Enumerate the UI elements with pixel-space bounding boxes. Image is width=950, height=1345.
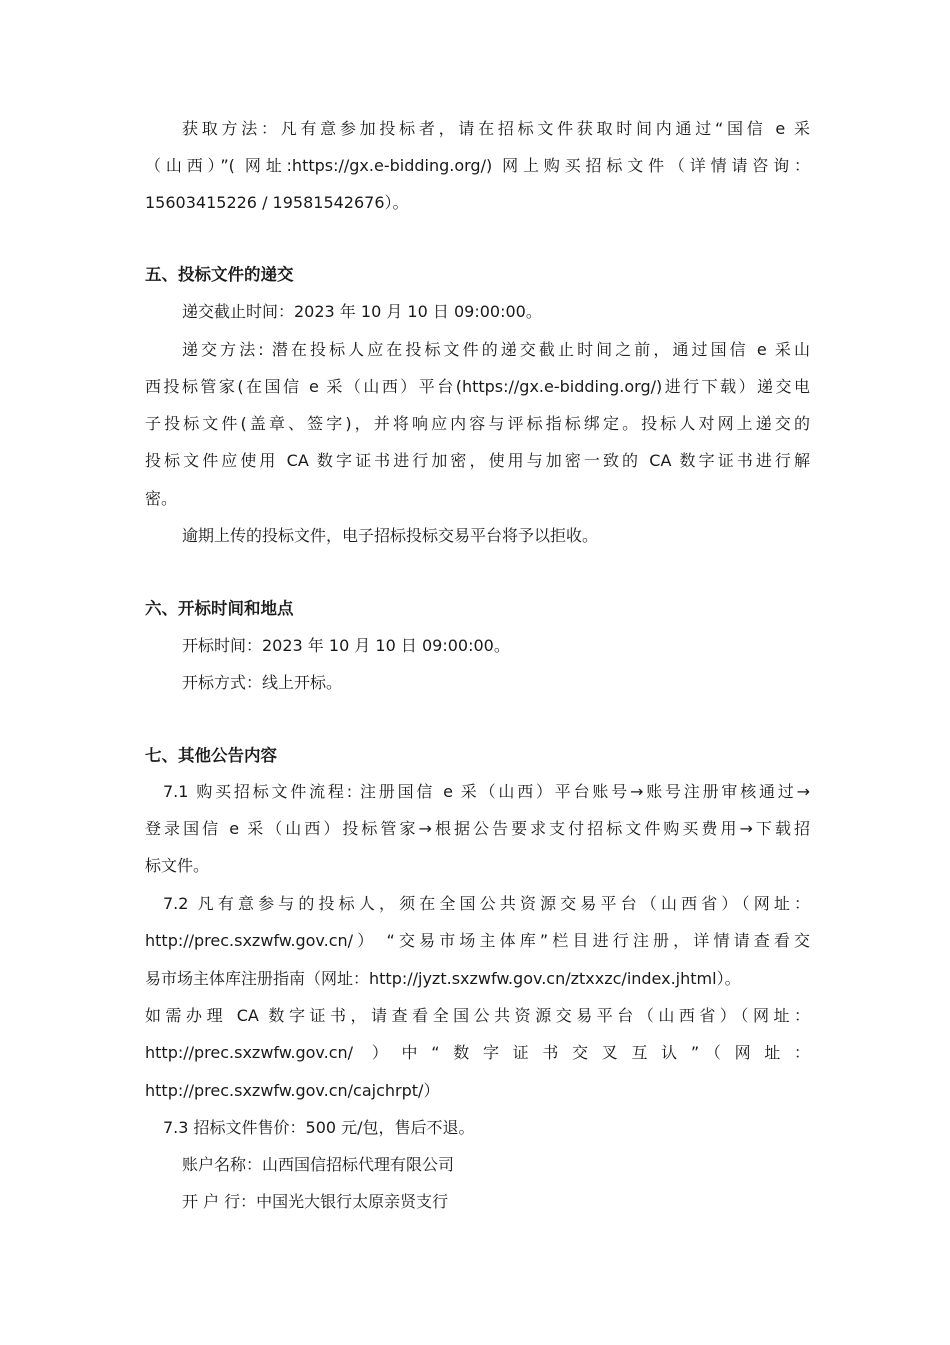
submission-method-line-3: 子投标文件(盖章、签字)，并将响应内容与评标指标绑定。投标人对网上递交的 bbox=[145, 414, 810, 433]
bid-opening-time: 开标时间：2023 年 10 月 10 日 09:00:00。 bbox=[182, 636, 510, 655]
item-7-2-line-5: http://prec.sxzwfw.gov.cn/ ）中“数字证书交叉互认”（网址： bbox=[145, 1043, 810, 1062]
late-submission-note: 逾期上传的投标文件，电子招标投标交易平台将予以拒收。 bbox=[182, 526, 599, 545]
item-7-1-line-1: 7.1 购买招标文件流程: 注册国信 e 采（山西）平台账号→账号注册审核通过→ bbox=[163, 782, 810, 801]
item-7-1-line-2: 登录国信 e 采（山西）投标管家→根据公告要求支付招标文件购买费用→下载招 bbox=[145, 819, 810, 838]
item-7-3-price: 7.3 招标文件售价：500 元/包，售后不退。 bbox=[163, 1118, 475, 1137]
item-7-2-line-1: 7.2 凡有意参与的投标人，须在全国公共资源交易平台（山西省）（网址： bbox=[163, 894, 810, 913]
acquisition-line-1: 获取方法：凡有意参加投标者，请在招标文件获取时间内通过“国信 e 采 bbox=[182, 119, 810, 138]
item-7-2-line-4: 如需办理 CA 数字证书，请查看全国公共资源交易平台（山西省）（网址： bbox=[145, 1006, 810, 1025]
item-7-2-line-2: http://prec.sxzwfw.gov.cn/） “交易市场主体库”栏目进行注册，详情请查看交 bbox=[145, 931, 810, 950]
item-7-1-line-3: 标文件。 bbox=[145, 856, 210, 875]
item-7-2-line-3: 易市场主体库注册指南（网址：http://jyzt.sxzwfw.gov.cn/ztxxzc/index.jhtml）。 bbox=[145, 969, 741, 988]
submission-method-line-4: 投标文件应使用 CA 数字证书进行加密，使用与加密一致的 CA 数字证书进行解 bbox=[145, 451, 810, 470]
account-name: 账户名称：山西国信招标代理有限公司 bbox=[182, 1155, 455, 1174]
item-7-2-line-6: http://prec.sxzwfw.gov.cn/cajchrpt/） bbox=[145, 1081, 440, 1100]
section-5-heading: 五、投标文件的递交 bbox=[145, 265, 294, 284]
section-7-heading: 七、其他公告内容 bbox=[145, 746, 277, 765]
submission-method-line-5: 密。 bbox=[145, 489, 178, 508]
section-6-heading: 六、开标时间和地点 bbox=[145, 599, 294, 618]
submission-deadline: 递交截止时间：2023 年 10 月 10 日 09:00:00。 bbox=[182, 302, 542, 321]
bid-opening-mode: 开标方式：线上开标。 bbox=[182, 673, 343, 692]
acquisition-line-2: （山西）”( 网址:https://gx.e-bidding.org/) 网上购买招标文件（详情请咨询： bbox=[145, 156, 810, 175]
acquisition-line-3: 15603415226 / 19581542676）。 bbox=[145, 193, 409, 212]
submission-method-line-2: 西投标管家(在国信 e 采（山西）平台(https://gx.e-bidding.org/)进行下载）递交电 bbox=[145, 377, 810, 396]
bank-name: 开 户 行：中国光大银行太原亲贤支行 bbox=[182, 1192, 449, 1211]
submission-method-line-1: 递交方法: 潜在投标人应在投标文件的递交截止时间之前，通过国信 e 采山 bbox=[182, 340, 810, 359]
